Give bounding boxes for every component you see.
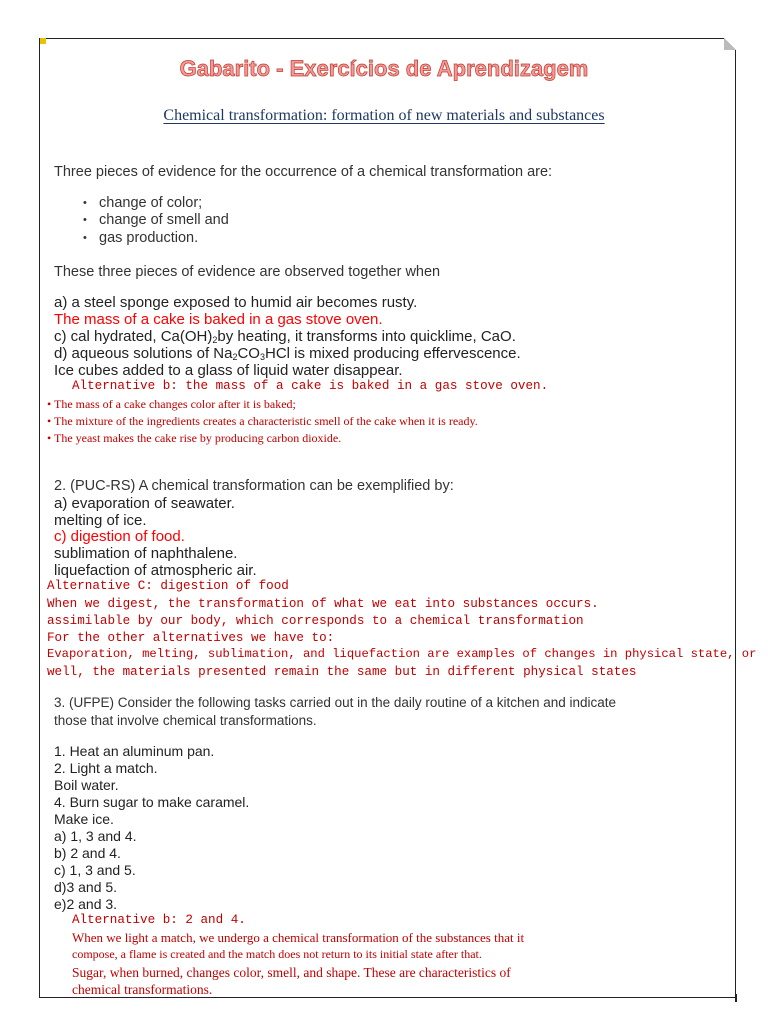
q1-option-c-text: c) cal hydrated, Ca(OH) (54, 328, 213, 345)
q3-answer: Alternative b: 2 and 4. (72, 913, 246, 927)
q3-explanation: When we light a match, we undergo a chemical transformation of the substances that it (72, 930, 525, 945)
q2-option-a: a) evaporation of seawater. (54, 495, 235, 512)
q1-option-e: Ice cubes added to a glass of liquid water disappear. (54, 362, 403, 379)
q3-item: Make ice. (54, 811, 114, 827)
q3-item: 2. Light a match. (54, 760, 158, 776)
q2-explanation: For the other alternatives we have to: (47, 631, 335, 645)
q1-option-d-mid: CO (237, 345, 260, 362)
q2-option-e: liquefaction of atmospheric air. (54, 562, 257, 579)
corner-marker (40, 38, 46, 44)
list-item: • change of color; (99, 195, 202, 211)
list-item: • change of smell and (99, 212, 229, 228)
q1-option-d-subscript-1: 2 (232, 352, 238, 362)
q1-option-c-rest: by heating, it transforms into quicklime, CaO. (217, 328, 516, 345)
q1-option-a: a) a steel sponge exposed to humid air becomes rusty. (54, 294, 418, 311)
q2-explanation: assimilable by our body, which corresponds to a chemical transformation (47, 614, 584, 628)
q1-intro: Three pieces of evidence for the occurrence of a chemical transformation are: (54, 164, 553, 180)
q1-option-b: The mass of a cake is baked in a gas stove oven. (54, 311, 383, 328)
page-title: Gabarito - Exercícios de Aprendizagem (179, 56, 589, 81)
q2-explanation: When we digest, the transformation of what we eat into substances occurs. (47, 597, 599, 611)
q1-option-d-subscript-2: 3 (259, 352, 265, 362)
q2-option-b: melting of ice. (54, 512, 147, 529)
q1-note: • The mass of a cake changes color after it is baked; (47, 397, 296, 411)
q2-option-d: sublimation of naphthalene. (54, 545, 238, 562)
q1-note: • The yeast makes the cake rise by producing carbon dioxide. (47, 431, 342, 445)
q1-option-d (54, 345, 521, 362)
q3-question: 3. (UFPE) Consider the following tasks carried out in the daily routine of a kitchen and indicate (54, 695, 617, 710)
q3-option: d)3 and 5. (54, 879, 118, 895)
q2-option-c: c) digestion of food. (54, 528, 185, 545)
q1-answer: Alternative b: the mass of a cake is baked in a gas stove oven. (72, 379, 549, 393)
q3-item: 1. Heat an aluminum pan. (54, 743, 215, 759)
q3-option: b) 2 and 4. (54, 845, 121, 861)
q1-option-d-text: d) aqueous solutions of Na (54, 345, 233, 362)
q3-explanation: chemical transformations. (72, 982, 213, 997)
q3-explanation: Sugar, when burned, changes color, smell, and shape. These are characteristics of (72, 965, 511, 980)
q3-option: c) 1, 3 and 5. (54, 862, 136, 878)
q3-option: a) 1, 3 and 4. (54, 828, 137, 844)
q3-question-cont: those that involve chemical transformations. (54, 713, 317, 728)
q2-explanation: well, the materials presented remain the same but in different physical states (47, 665, 637, 679)
q2-question: 2. (PUC-RS) A chemical transformation can be exemplified by: (54, 478, 454, 494)
q3-item: Boil water. (54, 777, 119, 793)
q1-option-d-rest: HCl is mixed producing effervescence. (264, 345, 521, 362)
q2-explanation: Evaporation, melting, sublimation, and liquefaction are examples of changes in physical state, or (47, 647, 757, 661)
page-subtitle: Chemical transformation: formation of new materials and substances (163, 107, 605, 124)
corner-marker-bottom (735, 994, 737, 1002)
q1-lead: These three pieces of evidence are observed together when (54, 264, 441, 280)
q1-note: • The mixture of the ingredients creates a characteristic smell of the cake when it is ready. (47, 414, 478, 428)
q2-answer: Alternative C: digestion of food (47, 579, 289, 593)
q1-option-c (54, 328, 516, 345)
q1-option-c-subscript: 2 (212, 335, 218, 345)
q3-explanation: compose, a flame is created and the match does not return to its initial state after that. (72, 947, 482, 961)
q3-item: 4. Burn sugar to make caramel. (54, 794, 250, 810)
q3-option: e)2 and 3. (54, 896, 118, 912)
list-item: • gas production. (99, 230, 198, 246)
